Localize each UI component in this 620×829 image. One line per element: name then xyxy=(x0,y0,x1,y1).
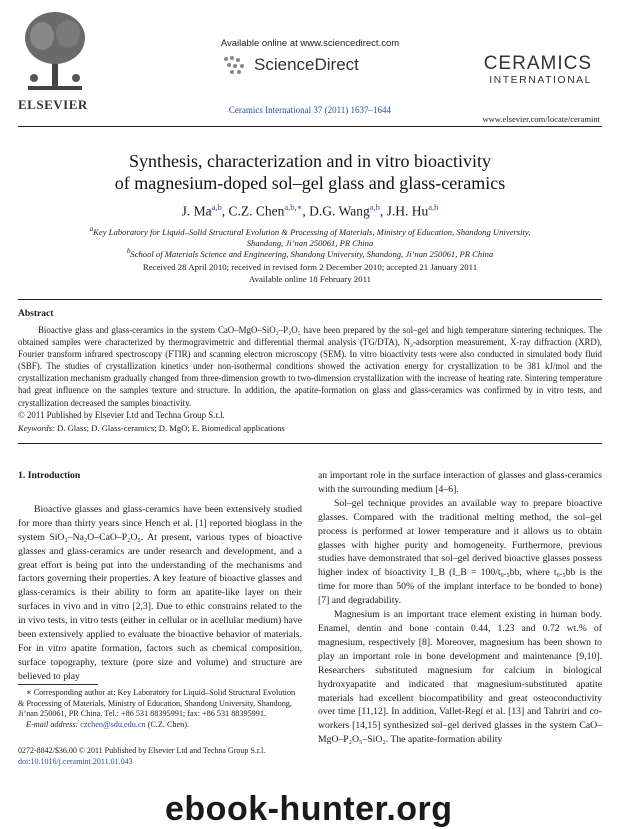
abstract-copyright: © 2011 Published by Elsevier Ltd and Techna Group S.r.l. xyxy=(18,409,225,420)
abstract-text: Bioactive glass and glass-ceramics in the system CaO–MgO–SiO₂–P₂O₅ have been prepared by the sol–gel and high temperature sintering techniques. The obtained samples were characterized by thermogravimetric and differential thermal analysis (TG/DTA), N₂-adsorption measurement, X-ray diffraction (XRD), Fourier transform infrared spectroscopy (FTIR) and scanning electron microscopy (SEM). In vitro bioactivity tests were also conducted in simulated body fluid (SBF). The studies of crystallization kinetics under non-isothermal conditions showed the activation energy for crystallization to be 381 kJ/mol and the crystallization mechanism gradually changed from three-dimension growth to two-dimension crystallization with the increase of heating rate. Sintering temperature had great influence on the samples texture and structure. In addition, the apatite-formation on glass and glass-ceramics was confirmed by in vitro tests, and crystallization decreased the samples bioactivity. xyxy=(18,325,602,408)
copyright-block xyxy=(18,746,265,767)
affiliation-a-line2: Shandong, Ji’nan 250061, PR China xyxy=(246,237,374,248)
available-online-text: Available online at www.sciencedirect.com xyxy=(220,38,400,49)
intro-paragraph-2: Sol–gel technique provides an available way to prepare bioactive glasses. Compared with the traditional melting method, the sol–gel process is performed at lower temperature and it allows us to obtain glasses with higher purity and homogeneity. Furthermore, previous studies have demonstrated that sol–gel derived bioactive glasses possess higher index of bioactivity I_B (I_B = 100/t₀.₅bb, where t₀.₅bb is the time for more than 50% of the implant interface to be bonded to bone) [7] and degradability. xyxy=(318,497,602,607)
affiliation-b-text: School of Materials Science and Engineering, Shandong University, Shandong, Ji’nan 250061, PR China xyxy=(130,248,494,259)
abstract-bottom-rule xyxy=(18,443,602,444)
left-column xyxy=(18,469,302,684)
title-line1: Synthesis, characterization and in vitro bioactivity xyxy=(129,151,491,171)
author-name: D.G. Wang xyxy=(309,203,370,219)
section-heading-introduction: 1. Introduction xyxy=(18,470,81,481)
affiliation-a: $^a$Key Laboratory for Liquid–Solid Structural Evolution & Processing of Materials, Ministry of Education, Shandong University, Shandong, Ji’nan 250061, PR China xyxy=(89,225,531,248)
intro-paragraph-3: Magnesium is an important trace element existing in human body. Enamel, dentin and bone contain 0.44, 1.23 and 0.72 wt.% of magnesium, respectively [8]. Moreover, magnesium has been shown to play an important role in bone development and maintenance [9,10]. Researchers substituted magnesium for calcium in biological hydroxyapatite and indicated that magnesium-substituted apatite materials had excellent biocompatibility and great osteoconductivity over time [11,12]. In addition, Vallet-Regí et al. [13] and Tahriri and co-workers [14,15] synthesized sol–gel derived glasses in the system CaO–MgO–P₂O₅–SiO₂. The apatite-formation ability xyxy=(318,609,602,746)
author-affiliation-mark[interactable]: a,b xyxy=(369,202,380,212)
author-affiliation-mark[interactable]: a,b xyxy=(428,202,439,212)
email-link[interactable]: czchen@sdu.edu.cn xyxy=(80,719,146,729)
journal-citation-link[interactable]: Ceramics International 37 (2011) 1637–1644 xyxy=(228,105,392,115)
title-line2: of magnesium-doped sol–gel glass and glass-ceramics xyxy=(114,173,506,193)
right-column xyxy=(318,469,602,747)
abstract-heading: Abstract xyxy=(18,309,54,319)
abstract-body xyxy=(18,324,602,421)
author-name: J.H. Hu xyxy=(386,203,429,219)
journal-logo xyxy=(484,54,592,86)
author-name: C.Z. Chen xyxy=(228,203,285,219)
keywords xyxy=(18,423,285,433)
email-suffix: (C.Z. Chen). xyxy=(147,719,189,729)
article-title xyxy=(0,150,620,194)
sciencedirect-dots-icon xyxy=(222,55,248,75)
doi-link[interactable]: doi:10.1016/j.ceramint.2011.01.043 xyxy=(18,756,133,766)
author-affiliation-mark[interactable]: a,b xyxy=(211,202,222,212)
author-affiliation-mark[interactable]: a,b,∗ xyxy=(284,202,303,212)
affiliation-b: $^b$School of Materials Science and Engineering, Shandong University, Shandong, Ji’nan 250061, PR China xyxy=(126,247,494,259)
elsevier-tree-logo xyxy=(20,8,90,108)
footnote-text: ∗ Corresponding author at: Key Laboratory for Liquid–Solid Structural Evolution & Processing of Materials, Ministry of Education, Shandong University, Shandong, Ji’nan 250061, PR China. Tel.: +86 531 88395991; fax: +86 531 88395991. xyxy=(18,688,296,719)
keywords-label: Keywords: xyxy=(18,423,55,433)
sciencedirect-wordmark: ScienceDirect xyxy=(254,55,359,74)
footnote-email-line xyxy=(18,720,302,731)
corresponding-author-footnote xyxy=(18,688,302,730)
sciencedirect-logo[interactable] xyxy=(222,55,359,75)
keywords-list: D. Glass; D. Glass-ceramics; D. MgO; E. Biomedical applications xyxy=(57,423,285,433)
author-list: J. Ma$^{a,b}$, C.Z. Chen$^{a,b,∗}$, D.G. Wang$^{a,b}$, J.H. Hu$^{a,b}$ xyxy=(181,202,439,219)
abstract-top-rule xyxy=(18,299,602,300)
watermark-text: ebook-hunter.org xyxy=(165,790,453,828)
available-online-date: Available online 18 February 2011 xyxy=(248,274,372,284)
footnote-rule xyxy=(18,684,98,685)
intro-paragraph-1: Bioactive glasses and glass-ceramics have been extensively studied for more than thirty years since Hench et al. [1] reported bioglass in the system SiO₂–Na₂O–CaO–P₂O₅. At present, various types of bioactive glasses and glass-ceramics are under research and development, and a great effort is being put into the understanding of the mechanisms and factors governing their properties. A key feature of bioactive glasses and glass-ceramics is their ability to form an apatite-like layer on their surfaces in vivo and in vitro [2,3]. Due to ethic constrains related to the in vivo tests, in vitro tests (either in cellular or in acellular medium) have been extensively applied to evaluate the bioactive behavior of materials. For in vitro apatite formation, factors such as chemical composition, surface topography, texture (pore size and volume) and structure are believed to play xyxy=(18,503,302,682)
publisher-logo-text: ELSEVIER xyxy=(18,97,88,112)
journal-title-line1: CERAMICS xyxy=(483,53,592,74)
received-dates: Received 28 April 2010; received in revised form 2 December 2010; accepted 21 January 2011 xyxy=(142,262,478,272)
author-name: J. Ma xyxy=(181,203,212,219)
affiliation-a-line1: Key Laboratory for Liquid–Solid Structural Evolution & Processing of Materials, Ministry of Education, Shandong University, xyxy=(93,226,531,237)
header-rule xyxy=(18,126,602,127)
issn-line: 0272-8842/$36.00 © 2011 Published by Elsevier Ltd and Techna Group S.r.l. xyxy=(18,746,266,755)
journal-url[interactable]: www.elsevier.com/locate/ceramint xyxy=(482,114,600,124)
journal-title-line2: INTERNATIONAL xyxy=(489,74,592,86)
email-label: E-mail address: xyxy=(26,719,79,729)
intro-paragraph-1-continued: an important role in the surface interaction of glasses and glass-ceramics with the surrounding medium [4–6]. xyxy=(318,470,602,495)
